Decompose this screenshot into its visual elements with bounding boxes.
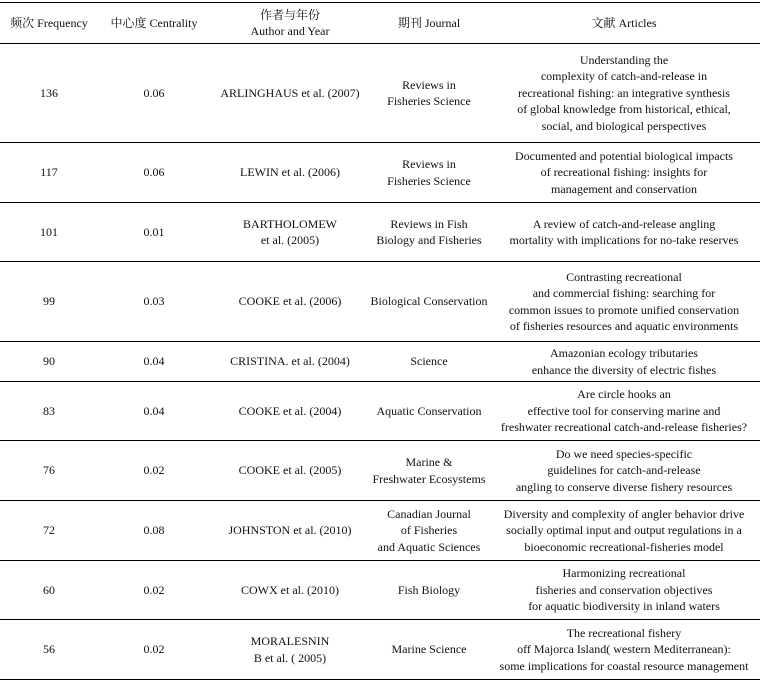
- cell-centrality-value: 0.02: [143, 463, 165, 478]
- cell-frequency-value: 60: [43, 582, 55, 597]
- cell-article-line: of recreational fishing: insights for: [540, 165, 708, 180]
- cell-frequency-value: 99: [43, 294, 55, 309]
- cell-article-line: freshwater recreational catch-and-release fisheries?: [500, 420, 748, 435]
- cell-journal-line: Aquatic Conservation: [376, 403, 482, 418]
- cell-author-year: [210, 203, 370, 261]
- cell-article: [488, 342, 760, 381]
- table-row: [0, 441, 760, 501]
- cell-frequency: [0, 441, 98, 500]
- cell-author-year: [210, 342, 370, 381]
- cell-article-line: Diversity and complexity of angler behavior drive: [503, 506, 745, 521]
- cell-centrality: [98, 382, 210, 440]
- cell-article-line: bioeconomic recreational-fisheries model: [524, 539, 724, 554]
- header-journal: 期刊 Journal: [397, 15, 461, 30]
- cell-article-line: angling to conserve diverse fishery resources: [515, 479, 733, 494]
- cell-journal-line: Marine Science: [391, 642, 467, 657]
- cell-journal: [370, 620, 488, 679]
- cell-author-year-line: COOKE et al. (2004): [238, 403, 342, 418]
- cell-article-line: common issues to promote unified conservation: [508, 302, 740, 317]
- cell-centrality: [98, 342, 210, 381]
- cell-author-year: [210, 44, 370, 142]
- cell-journal-line: Reviews in: [402, 157, 456, 171]
- cell-author-year: [210, 620, 370, 679]
- cell-journal-line: Fisheries Science: [387, 173, 471, 188]
- cell-article-line: off Majorca Island( western Mediterranean):: [517, 642, 731, 657]
- cell-article: [488, 143, 760, 202]
- cell-article-line: of global knowledge from historical, ethical,: [517, 102, 731, 117]
- cell-article: [488, 441, 760, 500]
- table-row: [0, 501, 760, 561]
- cell-article: [488, 561, 760, 619]
- cell-centrality: [98, 620, 210, 679]
- cell-centrality-value: 0.02: [143, 582, 165, 597]
- cell-journal: [370, 143, 488, 202]
- cell-article: [488, 203, 760, 261]
- cell-centrality: [98, 561, 210, 619]
- cell-centrality: [98, 262, 210, 341]
- cell-author-year-line: B et al. ( 2005): [253, 650, 327, 665]
- cell-journal-line: Fisheries Science: [387, 94, 471, 108]
- cell-author-year-line: BARTHOLOMEW: [243, 216, 337, 231]
- cell-article-line: some implications for coastal resource management: [499, 658, 749, 673]
- cell-journal: [370, 382, 488, 440]
- cell-article-line: Harmonizing recreational: [562, 566, 686, 581]
- cell-author-year-line: MORALESNIN: [250, 634, 330, 648]
- cell-centrality-value: 0.01: [143, 224, 165, 239]
- cell-frequency-value: 117: [40, 165, 58, 180]
- header-articles: 文献 Articles: [591, 15, 657, 30]
- cell-journal-line: Marine &: [405, 455, 453, 469]
- cell-article: [488, 620, 760, 679]
- cell-author-year-line: COOKE et al. (2005): [238, 463, 342, 478]
- cell-article-line: enhance the diversity of electric fishes: [531, 362, 717, 377]
- cell-article-line: fisheries and conservation objectives: [535, 582, 713, 597]
- cell-frequency: [0, 143, 98, 202]
- cell-journal-line: Biology and Fisheries: [376, 233, 482, 247]
- cell-centrality: [98, 501, 210, 560]
- cell-frequency-value: 90: [43, 354, 55, 369]
- cell-journal-line: Reviews in: [402, 77, 456, 92]
- header-frequency: 频次 Frequency: [10, 15, 88, 30]
- cell-journal-line: of Fisheries: [400, 523, 458, 538]
- cell-article-line: Amazonian ecology tributaries: [550, 346, 698, 360]
- cell-centrality-value: 0.02: [143, 642, 165, 657]
- cell-centrality-value: 0.03: [143, 294, 165, 309]
- cell-frequency-value: 136: [40, 85, 58, 100]
- cell-journal-line: Science: [410, 354, 448, 369]
- table-row: [0, 143, 760, 203]
- cell-author-year: [210, 262, 370, 341]
- cell-journal: [370, 44, 488, 142]
- cell-article-line: recreational fishing: an integrative synthesis: [518, 85, 730, 100]
- cell-article-line: and commercial fishing: searching for: [532, 286, 716, 300]
- cell-author-year: [210, 561, 370, 619]
- cell-author-year-line: et al. (2005): [260, 233, 320, 247]
- cell-frequency: [0, 501, 98, 560]
- cell-article-line: for aquatic biodiversity in inland waters: [528, 599, 720, 614]
- cell-centrality: [98, 441, 210, 500]
- table-row: [0, 561, 760, 620]
- cell-article-line: socially optimal input and output regulations in a: [506, 523, 742, 538]
- table-row: [0, 382, 760, 441]
- table-row: [0, 342, 760, 382]
- cell-article-line: The recreational fishery: [566, 625, 682, 640]
- cell-journal: [370, 203, 488, 261]
- cell-author-year-line: JOHNSTON et al. (2010): [228, 523, 352, 538]
- cell-article-line: A review of catch-and-release angling: [532, 216, 716, 231]
- header-author-en: Author and Year: [250, 24, 330, 38]
- cell-journal: [370, 262, 488, 341]
- cell-journal-line: Biological Conservation: [370, 294, 488, 309]
- header-centrality: 中心度 Centrality: [110, 15, 198, 30]
- cell-journal: [370, 441, 488, 500]
- cell-article: [488, 501, 760, 560]
- cell-article-line: effective tool for conserving marine and: [527, 403, 721, 418]
- cell-frequency-value: 83: [43, 403, 55, 418]
- cell-frequency: [0, 561, 98, 619]
- cell-centrality-value: 0.04: [143, 403, 165, 418]
- table-row: [0, 620, 760, 680]
- cell-frequency-value: 72: [43, 523, 55, 538]
- cell-centrality: [98, 143, 210, 202]
- cell-article-line: management and conservation: [551, 181, 697, 196]
- cell-frequency-value: 101: [40, 224, 58, 239]
- cell-author-year-line: LEWIN et al. (2006): [240, 165, 340, 180]
- cell-article-line: guidelines for catch-and-release: [547, 463, 701, 478]
- cell-frequency: [0, 203, 98, 261]
- cell-centrality-value: 0.06: [143, 165, 165, 180]
- cell-article-line: Documented and potential biological impacts: [515, 148, 733, 163]
- cell-article-line: social, and biological perspectives: [541, 118, 707, 133]
- cell-article: [488, 382, 760, 440]
- cell-journal-line: Reviews in Fish: [390, 216, 468, 231]
- cell-journal: [370, 561, 488, 619]
- cell-journal: [370, 342, 488, 381]
- cell-centrality: [98, 203, 210, 261]
- table-row: [0, 262, 760, 342]
- cell-article-line: Are circle hooks an: [577, 387, 671, 402]
- cell-centrality: [98, 44, 210, 142]
- cell-frequency: [0, 44, 98, 142]
- cell-article-line: complexity of catch-and-release in: [540, 69, 708, 84]
- cell-article-line: Do we need species-specific: [555, 446, 693, 461]
- cell-centrality-value: 0.04: [143, 354, 165, 369]
- cell-journal-line: Freshwater Ecosystems: [372, 471, 486, 486]
- cell-author-year: [210, 501, 370, 560]
- cell-article: [488, 262, 760, 341]
- cell-author-year: [210, 441, 370, 500]
- cell-author-year: [210, 382, 370, 440]
- cell-centrality-value: 0.06: [143, 85, 165, 100]
- cell-journal: [370, 501, 488, 560]
- cell-journal-line: Fish Biology: [397, 582, 461, 597]
- cell-frequency-value: 56: [43, 642, 55, 657]
- cell-article: [488, 44, 760, 142]
- cell-journal-line: and Aquatic Sciences: [377, 539, 481, 554]
- table-row: [0, 203, 760, 262]
- cell-article-line: Contrasting recreational: [566, 269, 682, 284]
- cell-author-year-line: COWX et al. (2010): [241, 582, 339, 597]
- cell-article-line: of fisheries resources and aquatic environments: [509, 319, 739, 333]
- cell-article-line: mortality with implications for no-take reserves: [509, 233, 739, 247]
- cell-author-year-line: COOKE et al. (2006): [238, 294, 342, 309]
- cell-frequency: [0, 342, 98, 381]
- header-author-cn: 作者与年份: [259, 7, 320, 22]
- table-header-row: [0, 3, 760, 43]
- cell-author-year-line: CRISTINA. et al. (2004): [230, 354, 350, 369]
- cell-author-year: [210, 143, 370, 202]
- cell-frequency: [0, 262, 98, 341]
- cell-frequency-value: 76: [43, 463, 55, 478]
- cell-article-line: Understanding the: [579, 52, 669, 67]
- table-row: [0, 44, 760, 143]
- cell-centrality-value: 0.08: [143, 523, 165, 538]
- cell-frequency: [0, 620, 98, 679]
- header-author-year: [210, 3, 370, 43]
- cell-frequency: [0, 382, 98, 440]
- cell-author-year-line: ARLINGHAUS et al. (2007): [220, 85, 360, 100]
- cell-journal-line: Canadian Journal: [387, 506, 471, 521]
